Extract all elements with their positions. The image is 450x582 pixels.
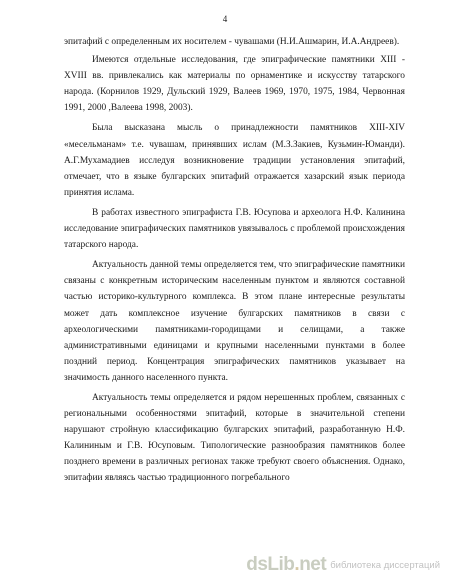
body-text bbox=[64, 34, 405, 491]
watermark-subtitle: библиотека диссертаций bbox=[330, 559, 440, 571]
watermark-logo: dsLib.net bbox=[246, 554, 327, 575]
watermark bbox=[246, 554, 440, 576]
paragraph: Актуальность темы определяется и рядом нерешенных проблем, связанных с региональными особенностями эпитафий, которые в значительной степени нарушают стройную классификацию булгарских эпитафий, разработанную Н.Ф. Калининым и Г.В. Юсуповым. Типологические разнообразия памятников более позднего времени в различных регионах также требуют своего объяснения. Однако, эпитафии являясь частью традиционного погребального bbox=[64, 392, 405, 484]
paragraph: Имеются отдельные исследования, где эпиграфические памятники XIII - XVIII вв. привлекались как материалы по орнаментике и искусству татарского народа. (Корнилов 1929, Дульский 1929, Валеев 1969, 1970, 1975, 1984, Червонная 1991, 2000 ,Валеева 1998, 2003). bbox=[64, 55, 405, 114]
paragraph: В работах известного эпиграфиста Г.В. Юсупова и археолога Н.Ф. Калинина исследование эпиграфических памятников увязывалось с проблемой происхождения татарского народа. bbox=[64, 207, 405, 251]
page-number: 4 bbox=[222, 14, 228, 24]
paragraph: Была высказана мысль о принадлежности памятников XIII-XIV «месельманам» т.е. чувашам, принявших ислам (М.З.Закиев, Кузьмин-Юманди). А.Г.Мухамадиев исследуя возникновение традиции установления эпитафий, отмечает, что в языке булгарских эпитафий отражается хазарский язык периода принятия ислама. bbox=[64, 123, 405, 198]
paragraph: Актуальность данной темы определяется тем, что эпиграфические памятники связаны с конкретным историческим населенным пунктом и являются составной частью историко-культурного комплекса. В этом плане интересные результаты может дать комплексное изучение булгарских памятников в связи с археологическими памятниками-городищами и селищами, а также административными единицами и крупными населенными пунктами в более поздний период. Концентрация эпиграфических памятников указывает на значимость данного населенного пункта. bbox=[64, 260, 405, 383]
paragraph: эпитафий с определенным их носителем - чувашами (Н.И.Ашмарин, И.А.Андреев). bbox=[64, 37, 400, 47]
